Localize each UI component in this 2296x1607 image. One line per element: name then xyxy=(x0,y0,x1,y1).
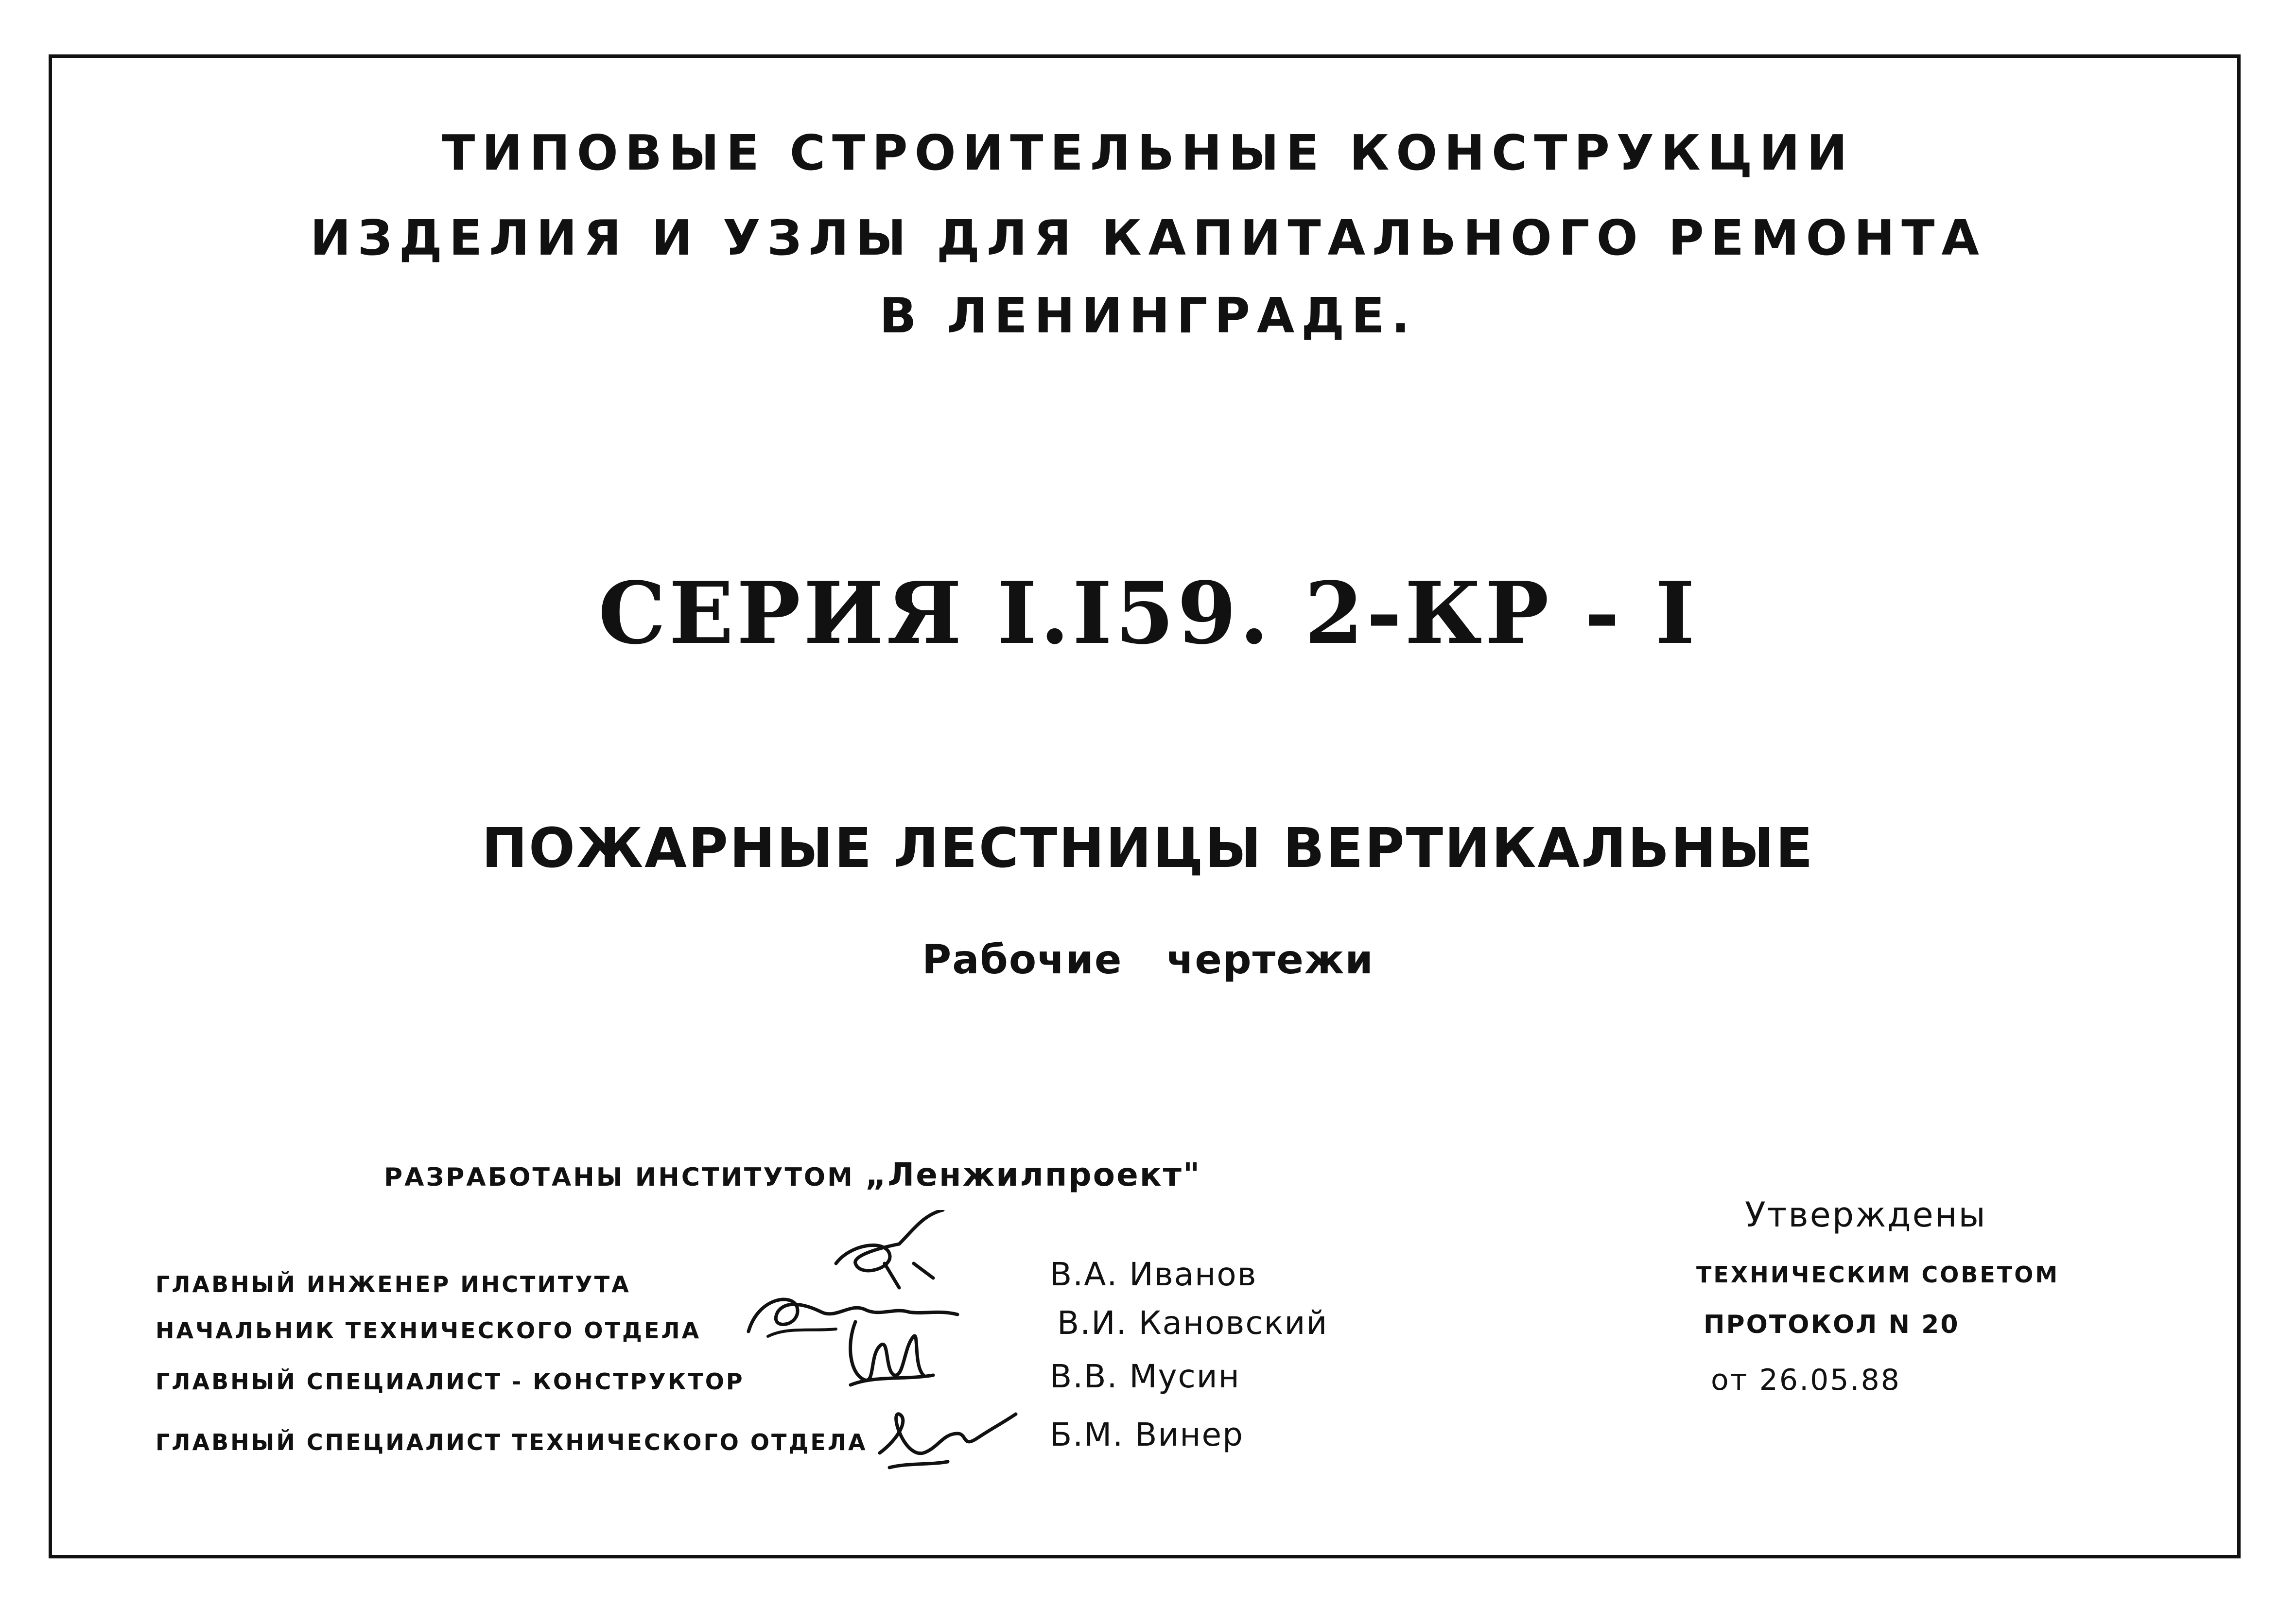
header-line-1: ТИПОВЫЕ СТРОИТЕЛЬНЫЕ КОНСТРУКЦИИ xyxy=(442,124,1854,181)
header-line-3: В ЛЕНИНГРАДЕ. xyxy=(879,287,1417,344)
signatory-name-2: В.И. Кановский xyxy=(1057,1304,1328,1342)
approval-protocol: ПРОТОКОЛ N 20 xyxy=(1704,1310,1960,1339)
document-subject: ПОЖАРНЫЕ ЛЕСТНИЦЫ ВЕРТИКАЛЬНЫЕ xyxy=(482,817,1814,880)
document-subtitle: Рабочие чертежи xyxy=(922,937,1374,983)
developer-institute: „Ленжилпроект" xyxy=(865,1156,1201,1193)
signatory-name-3: В.В. Мусин xyxy=(1050,1358,1240,1395)
series-title: СЕРИЯ I.I59. 2-КР - I xyxy=(598,564,1698,663)
header-line-2: ИЗДЕЛИЯ И УЗЛЫ ДЛЯ КАПИТАЛЬНОГО РЕМОНТА xyxy=(310,209,1986,266)
signatory-role-4: ГЛАВНЫЙ СПЕЦИАЛИСТ ТЕХНИЧЕСКОГО ОТДЕЛА xyxy=(156,1429,868,1455)
signature-viner xyxy=(870,1380,1021,1477)
signatory-name-1: В.А. Иванов xyxy=(1050,1256,1257,1293)
approval-body: ТЕХНИЧЕСКИМ СОВЕТОМ xyxy=(1696,1261,2060,1288)
approval-title: Утверждены xyxy=(1745,1195,1987,1235)
signatory-role-3: ГЛАВНЫЙ СПЕЦИАЛИСТ - КОНСТРУКТОР xyxy=(156,1368,745,1395)
signatory-role-1: ГЛАВНЫЙ ИНЖЕНЕР ИНСТИТУТА xyxy=(156,1271,631,1297)
developer-prefix: РАЗРАБОТАНЫ ИНСТИТУТОМ xyxy=(384,1163,854,1192)
signatory-name-4: Б.М. Винер xyxy=(1050,1416,1244,1453)
signatory-role-2: НАЧАЛЬНИК ТЕХНИЧЕСКОГО ОТДЕЛА xyxy=(156,1317,701,1344)
approval-date: от 26.05.88 xyxy=(1711,1363,1901,1397)
developer-line xyxy=(384,1156,1201,1193)
